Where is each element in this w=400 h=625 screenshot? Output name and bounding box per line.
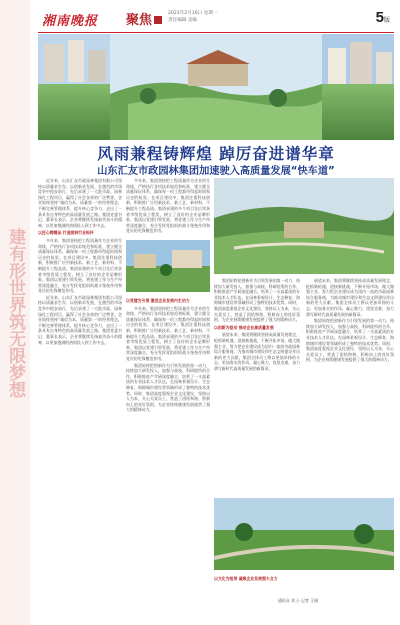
photo-greenway	[214, 498, 394, 570]
article-column-5	[214, 574, 394, 598]
article-column-3: 集团始终把创新作为引领发展的第一动力，持续加大研发投入，加强与高校、科研院所的合作，积极推进产学研深度融合，培养了一支高素质的专业技术人才队伍。在园林景观设计、生态修复、海绵城市建设等领域形成了独特的技术优势。同时，集团高度重视企业文化建设，坚持以人为本，关心关爱员工，营造了团结和谐、积极向上的良好氛围，为企业持续健康发展提供了强大的精神动力。 以创新为驱动 推动企业高质量发展 展望未来，集团将继续坚持高质量发展理念，抢抓新机遇，迎接新挑战，不断开拓市场，做大做强主业，努力把企业建设成为国内一流的市政园林综合服务商，为推动城市建设和生态文明建设作出新的更大贡献。集团全体员工将以更加昂扬的斗志、更加务实的作风，凝心聚力，攻坚克难，奋力谱写新时代高质量发展的新篇章。	[214, 278, 300, 371]
hero-collage-image	[38, 34, 394, 140]
photo-garden-plaza	[126, 240, 210, 292]
headline: 风雨兼程铸辉煌 踔厉奋进谱华章	[97, 145, 335, 163]
article-column-2b: 以党建为引领 激活企业发展内生动力 多年来，集团坚持把工程质量作为企业的生命线，严格执行各项技术规范和标准，建立健全质量保证体系，确保每一项工程都经得起时间和历史的检验。在项目建设中，集团注重科技创新，积极推广应用新技术、新工艺、新材料，不断提升工程品质。集团承建的多个项目先后荣获省市级优质工程奖，树立了良好的企业品牌形象。集团以党建引领发展，将党建工作与生产经营深度融合，充分发挥党组织的战斗堡垒作用和党员的先锋模范作用。 集团始终把创新作为引领发展的第一动力，持续加大研发投入，加强与高校、科研院所的合作，积极推进产学研深度融合，培养了一支高素质的专业技术人才队伍。在园林景观设计、生态修复、海绵城市建设等领域形成了独特的技术优势。同时，集团高度重视企业文化建设，坚持以人为本，关心关爱员工，营造了团结和谐、积极向上的良好氛围，为企业持续健康发展提供了强大的精神动力。	[126, 298, 210, 413]
article-column-4: 展望未来，集团将继续坚持高质量发展理念，抢抓新机遇，迎接新挑战，不断开拓市场，做大做强主业，努力把企业建设成为国内一流的市政园林综合服务商，为推动城市建设和生态文明建设作出新的更大贡献。集团全体员工将以更加昂扬的斗志、更加务实的作风，凝心聚力，攻坚克难，奋力谱写新时代高质量发展的新篇章。 集团始终把创新作为引领发展的第一动力，持续加大研发投入，加强与高校、科研院所的合作，积极推进产学研深度融合，培养了一支高素质的专业技术人才队伍。在园林景观设计、生态修复、海绵城市建设等领域形成了独特的技术优势。同时，集团高度重视企业文化建设，坚持以人为本，关心关爱员工，营造了团结和谐、积极向上的良好氛围，为企业持续健康发展提供了强大的精神动力。	[306, 278, 394, 363]
byline: 通讯员 刘 小 记者 王娟	[278, 598, 318, 603]
newspaper-page	[38, 6, 394, 618]
masthead	[38, 6, 394, 33]
article-column-2: 多年来，集团坚持把工程质量作为企业的生命线，严格执行各项技术规范和标准，建立健全质量保证体系，确保每一项工程都经得起时间和历史的检验。在项目建设中，集团注重科技创新，积极推广应用新技术、新工艺、新材料，不断提升工程品质。集团承建的多个项目先后荣获省市级优质工程奖，树立了良好的企业品牌形象。集团以党建引领发展，将党建工作与生产经营深度融合，充分发挥党组织的战斗堡垒作用和党员的先锋模范作用。	[126, 178, 210, 234]
section-square-icon	[154, 16, 162, 24]
article-column-1: 近年来，山东汇友市政园林集团有限公司坚持以质量求生存、以创新求发展，在激烈的市场竞争中稳步前行，先后承建了一大批市政、园林绿化工程项目，赢得了社会各界的广泛赞誉。企业始终坚持“诚信为本、质量第一”的经营理念，不断完善管理体系，提升核心竞争力，走出了一条具有自身特色的高质量发展之路。集团党委书记、董事长表示，企业将继续发扬艰苦奋斗的精神，以更加饱满的热情投入到工作中去。 以匠心铸精品 打造园林行业标杆 多年来，集团坚持把工程质量作为企业的生命线，严格执行各项技术规范和标准，建立健全质量保证体系，确保每一项工程都经得起时间和历史的检验。在项目建设中，集团注重科技创新，积极推广应用新技术、新工艺、新材料，不断提升工程品质。集团承建的多个项目先后荣获省市级优质工程奖，树立了良好的企业品牌形象。集团以党建引领发展，将党建工作与生产经营深度融合，充分发挥党组织的战斗堡垒作用和党员的先锋模范作用。 近年来，山东汇友市政园林集团有限公司坚持以质量求生存、以创新求发展，在激烈的市场竞争中稳步前行，先后承建了一大批市政、园林绿化工程项目，赢得了社会各界的广泛赞誉。企业始终坚持“诚信为本、质量第一”的经营理念，不断完善管理体系，提升核心竞争力，走出了一条具有自身特色的高质量发展之路。集团党委书记、董事长表示，企业将继续发扬艰苦奋斗的精神，以更加饱满的热情投入到工作中去。	[38, 178, 122, 345]
section-title: 聚焦	[126, 9, 162, 28]
section-subhead: 以匠心铸精品 打造园林行业标杆	[38, 230, 94, 236]
photo-aerial-park	[214, 178, 394, 274]
slogan-text: 建有形世界筑无限梦想	[5, 227, 26, 398]
hero-photo-collage	[38, 34, 394, 140]
decorative-vertical-slogan	[0, 0, 30, 625]
page-number: 5版	[375, 9, 390, 26]
subheadline: 山东汇友市政园林集团加速驶入高质量发展“快车道”	[97, 166, 335, 177]
issue-meta: 2023年2月16日 星期一 责任编辑 美编	[168, 11, 218, 23]
section-subhead: 以文化为纽带 凝聚企业发展强大合力	[214, 576, 278, 581]
section-subhead: 以党建为引领 激活企业发展内生动力	[126, 298, 190, 303]
section-subhead: 以创新为驱动 推动企业高质量发展	[214, 324, 274, 330]
newspaper-logo: 湘南晚报	[42, 14, 99, 29]
